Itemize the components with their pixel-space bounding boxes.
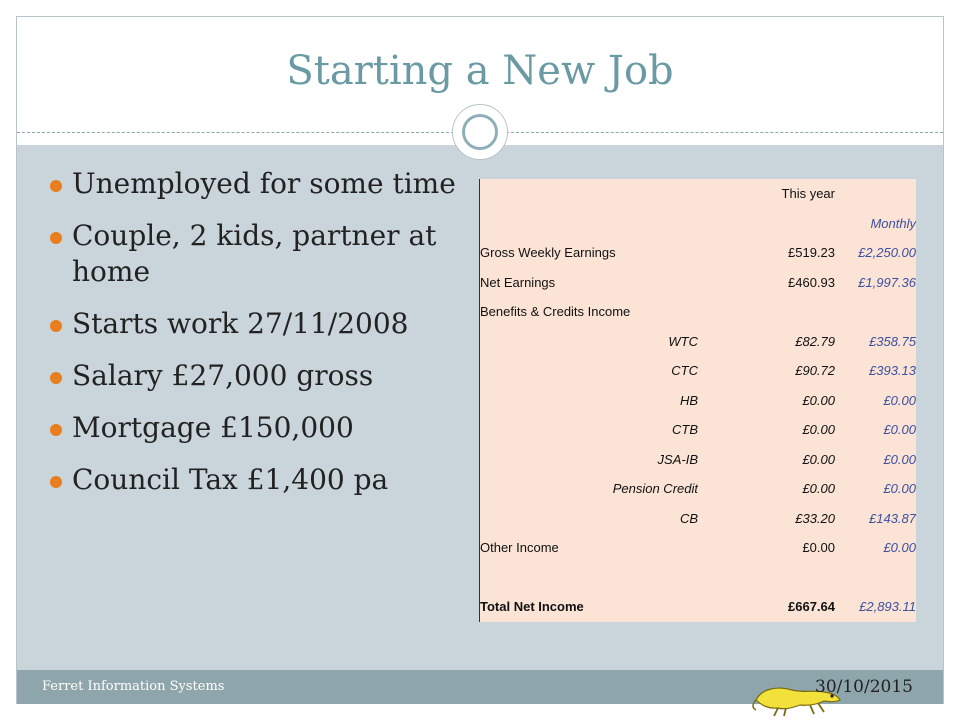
subheader-blank (698, 209, 835, 239)
row-monthly: £1,997.36 (858, 274, 916, 290)
table-row (480, 415, 916, 445)
row-monthly: £393.13 (869, 363, 916, 379)
row-weekly: £0.00 (802, 540, 835, 556)
row-monthly: £143.87 (869, 510, 916, 526)
bullet-item: Salary £27,000 gross (48, 358, 458, 394)
row-monthly: £0.00 (883, 451, 916, 467)
row-weekly: £460.93 (788, 274, 835, 290)
subheader-blank (480, 209, 698, 239)
table-row (480, 474, 916, 504)
total-monthly: £2,893.11 (859, 599, 916, 615)
income-table (480, 179, 916, 622)
table-subheader-row (480, 209, 916, 239)
header-blank (835, 179, 916, 209)
row-monthly: £0.00 (883, 481, 916, 497)
bullet-item: Starts work 27/11/2008 (48, 306, 458, 342)
row-label: CB (679, 510, 698, 526)
footer-date: 30/10/2015 (815, 677, 913, 697)
footer-company: Ferret Information Systems (42, 679, 225, 694)
row-weekly (698, 297, 835, 327)
table-header-blank (480, 179, 698, 209)
row-weekly: £0.00 (802, 451, 835, 467)
spacer-cell (698, 563, 835, 593)
table-row (480, 445, 916, 475)
bullet-item: Unemployed for some time (48, 166, 458, 202)
row-monthly: £358.75 (869, 333, 916, 349)
table-row (480, 356, 916, 386)
header-this-year: This year (781, 186, 835, 202)
row-monthly: £2,250.00 (858, 245, 916, 261)
row-weekly: £90.72 (795, 363, 835, 379)
table-row (480, 504, 916, 534)
row-label: Benefits & Credits Income (480, 304, 631, 320)
table-spacer-row (480, 563, 916, 593)
table-row (480, 238, 916, 268)
table-row (480, 268, 916, 298)
total-weekly: £667.64 (788, 599, 835, 615)
row-label: CTB (672, 422, 698, 438)
row-label: WTC (668, 333, 698, 349)
spacer-cell (480, 563, 698, 593)
table-row (480, 386, 916, 416)
table-row (480, 533, 916, 563)
row-weekly: £0.00 (802, 392, 835, 408)
row-weekly: £33.20 (795, 510, 835, 526)
row-monthly: £0.00 (883, 422, 916, 438)
row-weekly: £82.79 (795, 333, 835, 349)
circle-ornament-inner (462, 114, 498, 150)
income-table-panel (479, 179, 916, 622)
row-monthly (835, 297, 916, 327)
bullet-list (48, 166, 458, 514)
row-label: JSA-IB (657, 451, 698, 467)
row-weekly: £0.00 (802, 422, 835, 438)
header-monthly: Monthly (870, 215, 916, 231)
table-total-row (480, 592, 916, 622)
slide-title: Starting a New Job (286, 48, 674, 94)
row-monthly: £0.00 (883, 540, 916, 556)
bullet-item: Mortgage £150,000 (48, 410, 458, 446)
bullet-item: Council Tax £1,400 pa (48, 462, 458, 498)
row-monthly: £0.00 (883, 392, 916, 408)
row-label: Gross Weekly Earnings (480, 245, 616, 261)
bullet-item: Couple, 2 kids, partner at home (48, 218, 458, 290)
row-label: Net Earnings (480, 274, 556, 290)
total-label: Total Net Income (480, 599, 584, 615)
table-row (480, 297, 916, 327)
row-weekly: £519.23 (788, 245, 835, 261)
circle-ornament-icon (452, 104, 508, 160)
row-weekly: £0.00 (802, 481, 835, 497)
spacer-cell (835, 563, 916, 593)
table-row (480, 327, 916, 357)
table-header-row (480, 179, 916, 209)
row-label: Pension Credit (612, 481, 698, 497)
row-label: HB (679, 392, 698, 408)
row-label: Other Income (480, 540, 559, 556)
row-label: CTC (671, 363, 698, 379)
